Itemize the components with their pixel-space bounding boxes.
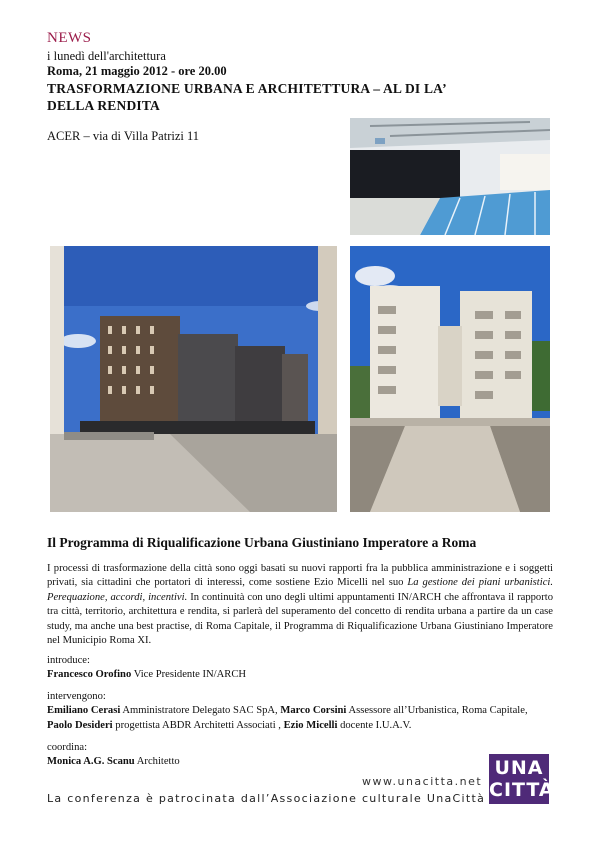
logo-line2: CITTÀ	[489, 779, 555, 801]
description-text-b: In continuità con uno degli ultimi appuntamenti IN/ARCH che affrontava il rapporto tra città, territorio, architettura e rendita, si parlerà del superamento del concetto di rendita urbana a partire da un case study, ma anche una best practise, di Roma Capitale, il Programma di Riqualificazione Urbana Giustiniano Imperatore nel Municipio Roma XI.	[47, 591, 553, 647]
speaker-name: Emiliano Cerasi	[47, 705, 121, 716]
speakers-list	[47, 704, 553, 733]
speaker-role: progettista ABDR Architetti Associati ,	[112, 719, 284, 731]
moderator-label: coordina:	[47, 742, 88, 753]
speaker-role: Assessore all’Urbanistica, Roma Capitale,	[346, 705, 528, 716]
description-paragraph	[47, 562, 553, 648]
description-text-a: I processi di trasformazione della città sono oggi basati su nuovi rapporti fra la pubblica amministrazione e i soggetti privati, sia cittadini che portatori di interessi, come sostiene Ezio Micelli nel suo	[47, 563, 553, 589]
event-datetime: Roma, 21 maggio 2012 - ore 20.00	[47, 64, 227, 78]
website-link[interactable]: www.unacitta.net	[362, 775, 483, 788]
section-heading: Il Programma di Riqualificazione Urbana Giustiniano Imperatore a Roma	[47, 535, 477, 550]
speaker-role: docente I.U.A.V.	[337, 719, 412, 731]
building-photo-left	[50, 246, 337, 512]
introducer	[47, 668, 246, 683]
speakers-label: intervengono:	[47, 691, 106, 702]
speaker-name: Paolo Desideri	[47, 719, 113, 731]
speaker-name: Marco Corsini	[280, 705, 347, 716]
speaker-role: Amministratore Delegato SAC SpA,	[120, 705, 281, 716]
introducer-role: Vice Presidente IN/ARCH	[131, 669, 247, 680]
event-title-line1: TRASFORMAZIONE URBANA E ARCHITETTURA – AL DI LA’	[47, 81, 447, 96]
patronage-note: La conferenza è patrocinata dall’Associazione culturale UnaCittà	[47, 792, 486, 805]
pool-photo	[350, 118, 550, 235]
moderator	[47, 755, 180, 770]
moderator-role: Architetto	[134, 756, 180, 767]
series-name: i lunedì dell'architettura	[47, 49, 166, 63]
introducer-name: Francesco Orofino	[47, 669, 132, 680]
event-title	[47, 80, 557, 114]
event-title-line2: DELLA RENDITA	[47, 98, 160, 113]
speaker-name: Ezio Micelli	[283, 719, 338, 731]
news-label: NEWS	[47, 30, 92, 46]
book-title: La gestione dei piani urbanistici. Perequazione, accordi, incentivi.	[47, 577, 553, 603]
logo-line1: UNA	[494, 757, 544, 779]
moderator-name: Monica A.G. Scanu	[47, 756, 135, 767]
event-venue: ACER – via di Villa Patrizi 11	[47, 129, 200, 143]
introduce-label: introduce:	[47, 655, 90, 666]
unacitta-logo	[489, 754, 555, 804]
building-photo-right	[350, 246, 550, 512]
